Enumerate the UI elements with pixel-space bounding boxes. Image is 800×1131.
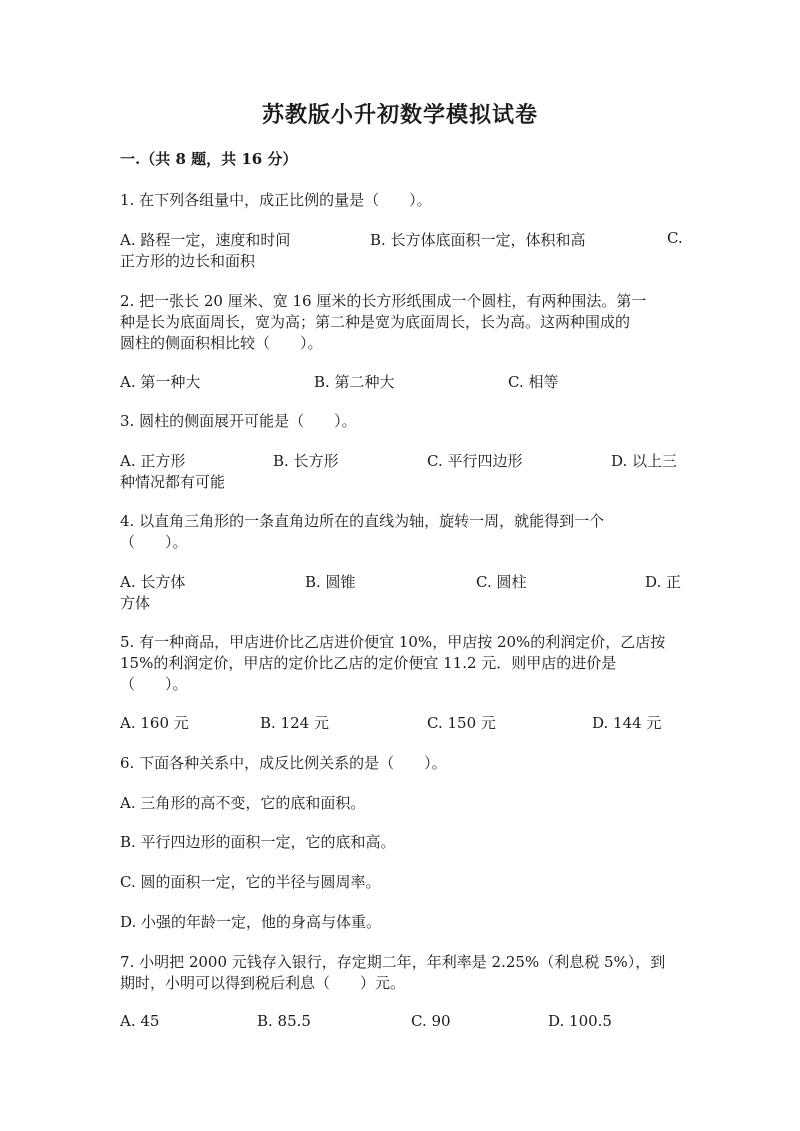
question-5-option-c: C. 150 元 (427, 714, 496, 732)
question-3-option-c: C. 平行四边形 (427, 452, 523, 470)
question-1-stem: 1. 在下列各组量中，成正比例的量是（ ）。 (120, 191, 432, 209)
section-heading: 一.（共 8 题，共 16 分） (120, 150, 298, 168)
question-6-option-a: A. 三角形的高不变，它的底和面积。 (120, 794, 366, 812)
question-3-stem: 3. 圆柱的侧面展开可能是（ ）。 (120, 412, 357, 430)
question-7-stem-line-2: 期时，小明可以得到税后利息（ ）元。 (120, 974, 406, 992)
question-2-option-a: A. 第一种大 (120, 373, 201, 391)
question-5-option-b: B. 124 元 (260, 714, 329, 732)
question-2-stem-line-1: 2. 把一张长 20 厘米、宽 16 厘米的长方形纸围成一个圆柱，有两种围法。第一 (120, 292, 647, 310)
question-6-option-c: C. 圆的面积一定，它的半径与圆周率。 (120, 873, 381, 891)
question-2-stem-line-2: 种是长为底面周长，宽为高；第二种是宽为底面周长，长为高。这两种围成的 (120, 313, 631, 331)
question-3-option-d-tail: 种情况都有可能 (120, 473, 226, 491)
question-7-option-c: C. 90 (411, 1012, 451, 1030)
question-6-option-b: B. 平行四边形的面积一定，它的底和高。 (120, 833, 396, 851)
question-2-stem-line-3: 圆柱的侧面积相比较（ ）。 (120, 334, 323, 352)
question-4-option-c: C. 圆柱 (476, 573, 527, 591)
question-5-stem-line-2: 15%的利润定价，甲店的定价比乙店的定价便宜 11.2 元．则甲店的进价是 (120, 654, 617, 672)
question-3-option-d-head: D. 以上三 (611, 452, 678, 470)
question-2-option-b: B. 第二种大 (314, 373, 395, 391)
question-1-option-c-tail: 正方形的边长和面积 (120, 252, 256, 270)
question-1-option-a: A. 路程一定，速度和时间 (120, 231, 291, 249)
question-7-stem-line-1: 7. 小明把 2000 元钱存入银行，存定期二年，年利率是 2.25%（利息税 5%），到 (120, 953, 666, 971)
question-4-option-b: B. 圆锥 (305, 573, 356, 591)
question-6-stem: 6. 下面各种关系中，成反比例关系的是（ ）。 (120, 754, 447, 772)
question-4-stem-line-2: （ ）。 (120, 533, 188, 551)
question-1-option-c-head: C. (667, 229, 683, 247)
question-5-stem-line-3: （ ）。 (120, 675, 188, 693)
question-7-option-b: B. 85.5 (257, 1012, 311, 1030)
question-6-option-d: D. 小强的年龄一定，他的身高与体重。 (120, 913, 382, 931)
question-4-option-d-tail: 方体 (120, 594, 151, 612)
question-5-stem-line-1: 5. 有一种商品，甲店进价比乙店进价便宜 10%，甲店按 20%的利润定价，乙店按 (120, 633, 666, 651)
question-7-option-a: A. 45 (120, 1012, 160, 1030)
question-3-option-b: B. 长方形 (273, 452, 339, 470)
question-7-option-d: D. 100.5 (548, 1012, 612, 1030)
question-3-option-a: A. 正方形 (120, 452, 186, 470)
question-4-option-a: A. 长方体 (120, 573, 186, 591)
question-4-stem-line-1: 4. 以直角三角形的一条直角边所在的直线为轴，旋转一周，就能得到一个 (120, 512, 605, 530)
question-1-option-b: B. 长方体底面积一定，体积和高 (370, 231, 586, 249)
question-5-option-d: D. 144 元 (592, 714, 662, 732)
page-title: 苏教版小升初数学模拟试卷 (261, 102, 538, 128)
question-5-option-a: A. 160 元 (120, 714, 189, 732)
question-4-option-d-head: D. 正 (645, 573, 682, 591)
question-2-option-c: C. 相等 (508, 373, 559, 391)
